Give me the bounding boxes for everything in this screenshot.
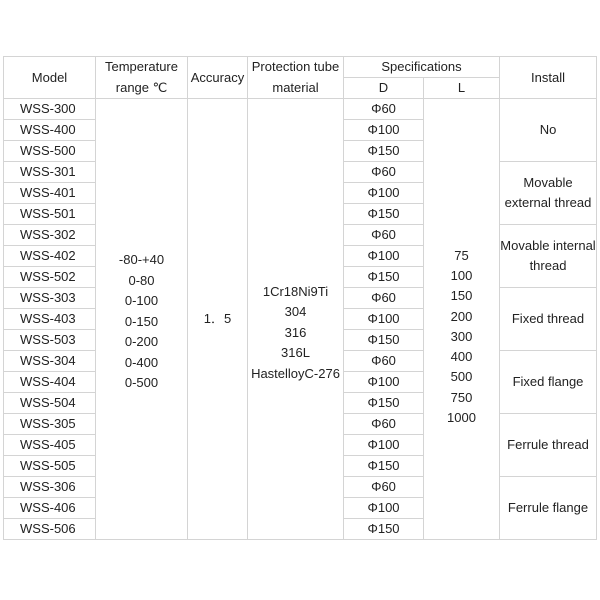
install-cell: Movable internal thread: [500, 225, 597, 288]
diameter-cell: Φ60: [344, 351, 424, 372]
model-cell: WSS-302: [4, 225, 96, 246]
model-cell: WSS-304: [4, 351, 96, 372]
diameter-cell: Φ60: [344, 414, 424, 435]
diameter-cell: Φ100: [344, 183, 424, 204]
install-cell: No: [500, 99, 597, 162]
header-protection-tube-material: Protection tube material: [248, 57, 344, 99]
diameter-cell: Φ100: [344, 246, 424, 267]
diameter-cell: Φ60: [344, 288, 424, 309]
diameter-cell: Φ150: [344, 456, 424, 477]
install-cell: Movable external thread: [500, 162, 597, 225]
diameter-cell: Φ150: [344, 267, 424, 288]
model-cell: WSS-300: [4, 99, 96, 120]
accuracy-cell: 1．5: [188, 99, 248, 540]
model-cell: WSS-404: [4, 372, 96, 393]
model-cell: WSS-505: [4, 456, 96, 477]
diameter-cell: Φ150: [344, 141, 424, 162]
diameter-cell: Φ60: [344, 99, 424, 120]
header-model: Model: [4, 57, 96, 99]
header-specifications: Specifications: [344, 57, 500, 78]
header-temperature-range: Temperature range ℃: [96, 57, 188, 99]
model-cell: WSS-405: [4, 435, 96, 456]
install-cell: Ferrule thread: [500, 414, 597, 477]
header-install: Install: [500, 57, 597, 99]
temperature-range-cell: [96, 99, 188, 540]
header-d: D: [344, 78, 424, 99]
diameter-cell: Φ150: [344, 204, 424, 225]
product-spec-table: [3, 56, 597, 540]
diameter-cell: Φ150: [344, 519, 424, 540]
model-cell: WSS-402: [4, 246, 96, 267]
diameter-cell: Φ100: [344, 309, 424, 330]
header-accuracy: Accuracy: [188, 57, 248, 99]
model-cell: WSS-403: [4, 309, 96, 330]
install-cell: Fixed flange: [500, 351, 597, 414]
model-cell: WSS-504: [4, 393, 96, 414]
model-cell: WSS-305: [4, 414, 96, 435]
diameter-cell: Φ60: [344, 477, 424, 498]
diameter-cell: Φ60: [344, 225, 424, 246]
model-cell: WSS-503: [4, 330, 96, 351]
diameter-cell: Φ100: [344, 120, 424, 141]
model-cell: WSS-506: [4, 519, 96, 540]
temperature-range-list: -80-+40 0-80 0-100 0-150 0-200 0-400 0-500: [118, 252, 165, 391]
material-list: 1Cr18Ni9Ti 304 316 316L HastelloyC-276: [251, 283, 340, 381]
model-cell: WSS-303: [4, 288, 96, 309]
diameter-cell: Φ100: [344, 435, 424, 456]
length-list: 75 100 150 200 300 400 500 750 1000: [447, 248, 476, 425]
length-cell: [424, 99, 500, 540]
model-cell: WSS-306: [4, 477, 96, 498]
diameter-cell: Φ100: [344, 372, 424, 393]
install-cell: Ferrule flange: [500, 477, 597, 540]
diameter-cell: Φ150: [344, 330, 424, 351]
header-l: L: [424, 78, 500, 99]
model-cell: WSS-406: [4, 498, 96, 519]
diameter-cell: Φ100: [344, 498, 424, 519]
model-cell: WSS-400: [4, 120, 96, 141]
model-cell: WSS-502: [4, 267, 96, 288]
material-cell: [248, 99, 344, 540]
model-cell: WSS-501: [4, 204, 96, 225]
model-cell: WSS-401: [4, 183, 96, 204]
model-cell: WSS-500: [4, 141, 96, 162]
diameter-cell: Φ150: [344, 393, 424, 414]
install-cell: Fixed thread: [500, 288, 597, 351]
model-cell: WSS-301: [4, 162, 96, 183]
diameter-cell: Φ60: [344, 162, 424, 183]
